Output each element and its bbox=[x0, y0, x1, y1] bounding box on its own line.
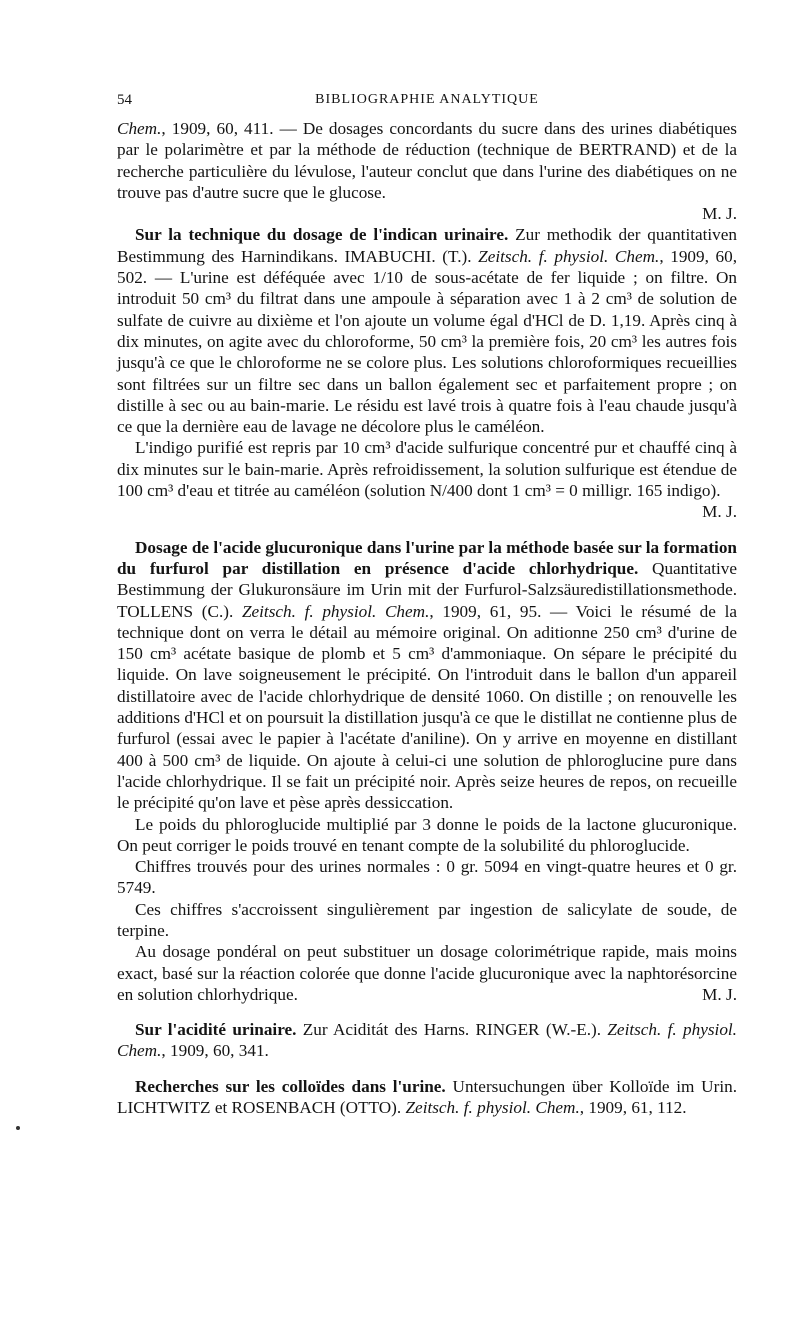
entry-indican bbox=[117, 224, 737, 437]
german-title: Untersuchungen über Kolloïde im Urin. LICHTWITZ et ROSENBACH (OTTO). bbox=[117, 1076, 737, 1118]
german-title: Quantitative Bestimmung der Glukuronsäure im Urin mit der Furfurol-Salzsäuredistillationsmethode. TOLLENS (C.). bbox=[117, 558, 737, 621]
citation: , 1909, 60, 502. bbox=[117, 246, 737, 288]
entry-title: Sur l'acidité urinaire. bbox=[135, 1020, 297, 1040]
journal-ref: Zeitsch. f. physiol. Chem. bbox=[405, 1098, 580, 1118]
page-number: 54 bbox=[117, 92, 132, 108]
journal-ref: Zeitsch. f. physiol. Chem. bbox=[478, 246, 660, 266]
citation: , 1909, 61, 112. bbox=[579, 1098, 687, 1118]
author-signature: M. J. bbox=[702, 204, 737, 224]
citation: , 1909, 61, 95. bbox=[429, 601, 542, 621]
abstract-text: — L'urine est déféquée avec 1/10 de sous-acétate de fer liquide ; on filtre. On introduit 50 cm³ du filtrat dans une ampoule à séparation avec 1 à 2 cm³ de solution de sulfate de cuivre au dixième et l'on ajoute un volume égal d'HCl de D. 1,19. Après cinq à dix minutes, on agite avec du chloroforme, 50 cm³ la première fois, 20 cm³ les autres fois jusqu'à ce que le chloroforme ne se colore plus. Les solutions chloroformiques recueillies sont filtrées sur un filtre sec dans un ballon également sec et parfaitement propre ; on distille à sec ou au bain-marie. Le résidu est lavé trois à quatre fois à l'eau chaude jusqu'à ce que la dernière eau de lavage ne décolore plus le caméléon. bbox=[117, 268, 737, 437]
entry-acidite bbox=[117, 1019, 737, 1062]
abstract-paragraph: Le poids du phloroglucide multiplié par 3 donne le poids de la lactone glucuronique. On peut corriger le poids trouvé en tenant compte de la solubilité du phloroglucide. bbox=[117, 814, 737, 855]
abstract-paragraph: L'indigo purifié est repris par 10 cm³ d'acide sulfurique concentré pur et chauffé cinq à dix minutes sur le bain-marie. Après refroidissement, la solution sulfurique est étendue de 100 cm³ d'eau et titrée au caméléon (solution N/400 dont 1 cm³ = 0 milligr. 165 indigo). bbox=[117, 438, 737, 501]
entry-title: Sur la technique du dosage de l'indican urinaire. bbox=[135, 225, 509, 245]
citation: , 1909, 60, 341. bbox=[161, 1041, 269, 1061]
journal-ref: Zeitsch. f. physiol. Chem. bbox=[117, 1020, 737, 1061]
german-title: Zur Aciditát des Harns. RINGER (W.-E.). bbox=[296, 1020, 608, 1040]
margin-mark bbox=[16, 1126, 20, 1130]
entry-title: Recherches sur les colloïdes dans l'urine. bbox=[135, 1076, 446, 1096]
entry-glucuronique bbox=[117, 537, 737, 814]
abstract-text: — Voici le résumé de la technique dont on verra le détail au mémoire original. On aditionne 250 cm³ d'urine de 150 cm³ acétate basique de plomb et 5 cm³ d'ammoniaque. On sépare le précipité du liquide. On lave soigneusement le précipité. On l'introduit dans le ballon d'un appareil distillatoire avec de l'acide chlorhydrique de densité 1060. On distille ; on renouvelle les additions d'HCl et on poursuit la distillation jusqu'à ce que le distillat ne contienne plus de furfurol (essai avec le papier à l'acétate d'aniline). On y arrive en moyenne en distillant 400 à 500 cm³ de liquide. On ajoute à celui-ci une solution de phloroglucine pure dans l'acide chlorhydrique. Il se fait un précipité noir. Après seize heures de repos, on recueille le précipité qu'on lave et pèse après dessiccation. bbox=[117, 601, 737, 813]
abstract-paragraph: Ces chiffres s'accroissent singulièrement par ingestion de salicylate de soude, de terpine. bbox=[117, 899, 737, 940]
author-signature: M. J. bbox=[702, 984, 737, 1004]
running-header bbox=[117, 92, 737, 118]
page bbox=[117, 92, 737, 1118]
abstract-text: — De dosages concordants du sucre dans des urines diabétiques par le polarimètre et par la méthode de réduction (technique de BERTRAND) et de la recherche particulière du lévulose, l'auteur conclut que dans l'urine des diabétiques on ne trouve pas d'autre sucre que le glucose. bbox=[117, 119, 737, 202]
abstract-paragraph: Au dosage pondéral on peut substituer un dosage colorimétrique rapide, mais moins exact, basé sur la réaction colorée que donne l'acide glucuronique avec la naphtorésorcine en solution chlorhydrique. M. J. bbox=[117, 942, 737, 1004]
entry-colloides bbox=[117, 1076, 737, 1119]
journal-ref: Zeitsch. f. physiol. Chem. bbox=[241, 601, 430, 621]
running-title: BIBLIOGRAPHIE ANALYTIQUE bbox=[315, 92, 539, 107]
author-signature: M. J. bbox=[702, 502, 737, 522]
abstract-paragraph: Chiffres trouvés pour des urines normales : 0 gr. 5094 en vingt-quatre heures et 0 gr. 5749. bbox=[117, 857, 737, 898]
abstract-continuation bbox=[117, 118, 737, 203]
journal-ref: Chem. bbox=[117, 119, 162, 138]
entry-title: Dosage de l'acide glucuronique dans l'urine par la méthode basée sur la formation du furfurol par distillation en présence d'acide chlorhydrique. bbox=[117, 537, 737, 578]
german-title: Zur methodik der quantitativen Bestimmung des Harnindikans. IMABUCHI. (T.). bbox=[117, 225, 737, 266]
citation: , 1909, 60, 411. bbox=[161, 119, 274, 138]
